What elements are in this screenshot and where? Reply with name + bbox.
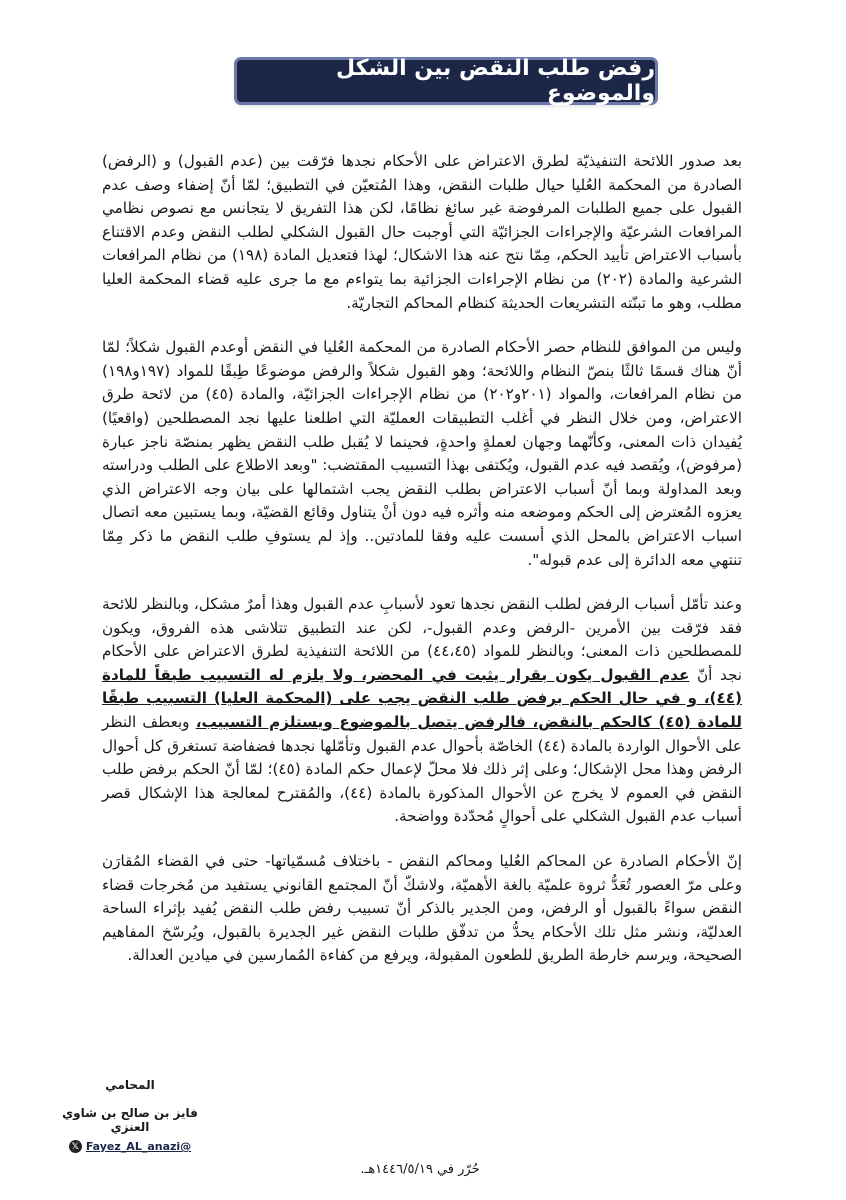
paragraph-3-end: وبعطف النظر على الأحوال الواردة بالمادة (٤٤) الخاصّة بأحوال عدم القبول وتأمّلها نجدها فضفاضة تستغرق كل أحوال الرفض وهذا محل الإشكال؛ وعلى إثر ذلك فلا محلّ لإعمال حكم المادة (٤٥)؛ لمّا أنّ الحكم برفض طلب النقض في العموم لا يخرج عن الأحوال المذكورة بالمادة (٤٤)، والمُقترح لمعالجة هذا الإشكال قصر أسباب عدم القبول الشكلي على أحوالٍ مُحدّدة وواضحة. [102,713,743,826]
paragraph-4: إنّ الأحكام الصادرة عن المحاكم العُليا ومحاكم النقض - باختلاف مُسمّياتها- حتى في القضاء المُقارَن وعلى مرّ العصور تُعَدُّ ثروة علميّة بالغة الأهميّة، ولاشكّ أنّ المجتمع القانوني يستفيد من مُخرجات قضاء النقض سواءً بالقبول أو الرفض، ومن الجدير بالذكر أنّ تسبيب رفض طلب النقض يُفيد بإثراء الساحة العدليّة، ونشر مثل تلك الأحكام يحدُّ من تدفّق طلبات النقض غير الجديرة بالقبول، ويُرسّخ المفاهيم الصحيحة، ويرسم خارطة الطريق للطعون المقبولة، ويرفع من كفاءة المُمارسين في ميادين العدالة. [102,852,742,965]
signature-block [60,1078,200,1153]
document-title: رفض طلب النقض بين الشكل والموضوع [336,56,655,106]
signature-role: المحامي [105,1078,155,1092]
paragraph-3-start: وعند تأمّل أسباب الرفض لطلب النقض نجدها تعود لأسبابِ عدم القبول وهذا أمرٌ مشكل، وبالنظر للائحة فقد فرّقت بين الأمرين -الرفض وعدم القبول-، لكن عند التطبيق تتلاشى هذه الفروق، ويكون للمصطلحين ذات المعنى؛ وبالنظر للمواد (٤٤،٤٥) من اللائحة التنفيذية لطرق الاعتراض على الأحكام نجد أنّ [102,595,743,684]
paragraph-3-emphasis: عدم القبول يكون بقرار يثبت في المحضر، ولا يلزم له التسبيب طبقاً للمادة (٤٤)، و في حال الحكم برفض طلب النقض يجب على (المحكمة العليا) التسبيب طبقًا للمادة (٤٥) كالحكم بالنقض، فالرفض يتصل بالموضوع ويستلزم التسبيب، [102,665,743,732]
paragraph-3 [102,593,742,829]
social-handle-text: Fayez_AL_anazi@ [85,1140,192,1153]
social-handle-link[interactable] [60,1140,200,1153]
paragraph-2: وليس من الموافق للنظام حصر الأحكام الصادرة من المحكمة العُليا في النقض أوعدم القبول شكلاً؛ لمّا أنّ هناك قسمًا ثالثًا بنصّ النظام واللائحة؛ وهو القبول شكلاً والرفض موضوعًا طِبقًا للمواد (١٩٧و١٩٨) من نظام المرافعات، والمواد (٢٠١و٢٠٢) من نظام الإجراءات الجزائيّة، والمادة (٤٥) من لائحة طرق الاعتراض، ومن خلال النظر في أغلب التطبيقات العمليّة التي اطلعنا عليها نجد المصطلحين (واقعيًا) يُفيدان ذات المعنى، وكأنّهما وجهان لعملةٍ واحدةٍ، فحينما لا يُقبل طلب النقض يظهر بمنصّة ناجز عبارة (مرفوض)، ويُقصد فيه عدم القبول، ويُكتفى بهذا التسبيب المقتضب: "وبعد الاطلاع على الطلب ودراسته وبعد المداولة وبما أنّ أسباب الاعتراض بطلب النقض يجب اشتمالها على بيان وجه الاعتراض الذي يعزوه المُعترض إلى الحكم وموضعه منه وأثره فيه دون أنْ يتناول وقائع القضيّة، وبما يستبين معه اتصال اسباب الاعتراض بالمحل الذي أسست عليه وفقا للمادتين.. وإذ لم يستوفِ طلب النقض ما ذكر مِمّا تنتهي معه الدائرة إلى عدم قبوله". [102,338,742,569]
x-icon: 𝕏 [69,1140,82,1153]
title-banner [237,56,655,106]
paragraph-1: بعد صدور اللائحة التنفيذيّة لطرق الاعتراض على الأحكام نجدها فرّقت بين (عدم القبول) و (الرفض) الصادرة من المحكمة العُليا حيال طلبات النقض، وهذا المُتعيّن في التطبيق؛ لمّا أنّ إضفاء وصف عدم القبول على جميع الطلبات المرفوضة غير سائغ نظامًا، لكن هذا التفريق لا يتجانس مع نصوص نظامي المرافعات الشرعيّة والإجراءات الجزائيّة التي أوجبت حال القبول الشكلي لطلب النقض وعدم الاقتناع بأسباب الاعتراض تأييد الحكم، مِمّا نتج عنه هذا الاشكال؛ لهذا فتعديل المادة (١٩٨) من نظام المرافعات الشرعية والمادة (٢٠٢) من نظام الإجراءات الجزائية بما يتواءم مع ما جرى عليه قضاء المحكمة العليا مطلب، وهو ما تبنّته التشريعات الحديثة كنظام المحاكم التجاريّة. [102,152,743,312]
signature-name: فايز بن صالح بن شاوي العنزي [62,1106,198,1134]
document-body [102,150,742,989]
document-date: حُرّر في ١٤٤٦/٥/١٩هـ. [360,1162,480,1177]
